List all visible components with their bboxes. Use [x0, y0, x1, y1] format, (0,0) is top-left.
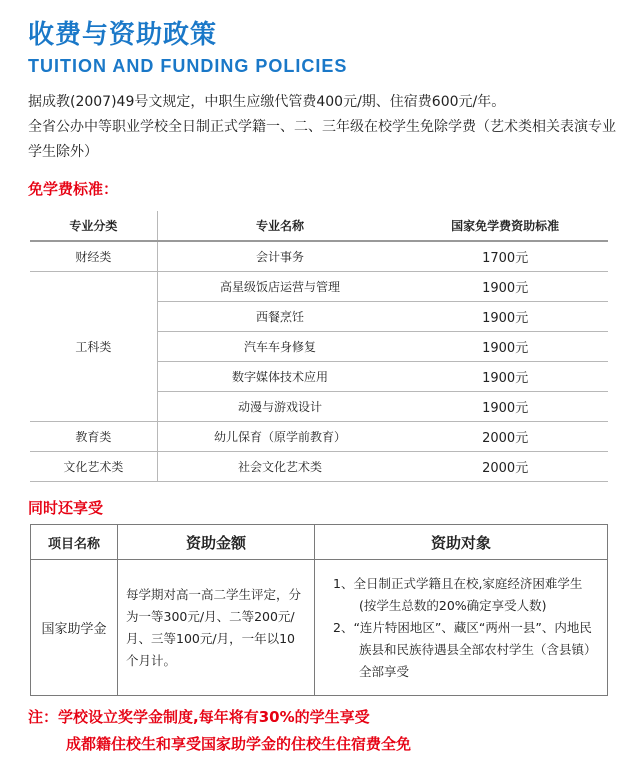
table-header-row [30, 211, 608, 241]
amount-cell: 1900元 [402, 332, 608, 362]
header-aid-amount: 资助金额 [118, 525, 315, 560]
table-row [30, 241, 608, 272]
amount-cell: 1900元 [402, 362, 608, 392]
major-cell: 社会文化艺术类 [157, 452, 402, 482]
aid-target-item-2: 2、“连片特困地区”、藏区“两州一县”、内地民族县和民族待遇县全部农村学生（含县镇）全部享受 [333, 619, 597, 679]
header-category: 专业分类 [30, 211, 157, 241]
major-cell: 动漫与游戏设计 [157, 392, 402, 422]
header-standard: 国家免学费资助标准 [402, 211, 608, 241]
category-cell: 教育类 [30, 422, 157, 452]
major-cell: 高星级饭店运营与管理 [157, 272, 402, 302]
page-title: 收费与资助政策 [28, 20, 218, 50]
major-cell: 西餐烹饪 [157, 302, 402, 332]
header-major: 专业名称 [157, 211, 402, 241]
category-cell: 工科类 [30, 272, 157, 422]
header-project-name: 项目名称 [31, 525, 118, 560]
tuition-section-label: 免学费标准： [28, 180, 119, 198]
amount-cell: 2000元 [402, 422, 608, 452]
intro-line-2: 全省公办中等职业学校全日制正式学籍一、二、三年级在校学生免除学费（艺术类相关表演专业学生除外） [28, 119, 616, 160]
aid-section-label: 同时还享受 [28, 499, 104, 517]
category-cell: 文化艺术类 [30, 452, 157, 482]
intro-text [28, 90, 628, 165]
aid-amount-cell: 每学期对高一高二学生评定，分为一等300元/月、二等200元/月、三等100元/月，一年以10个月计。 [118, 560, 315, 696]
table-header-row [31, 525, 608, 560]
footnote-line-2: 成都籍住校生和享受国家助学金的住校生住宿费全免 [66, 735, 412, 753]
major-cell: 数字媒体技术应用 [157, 362, 402, 392]
intro-line-1: 据成教(2007)49号文规定，中职生应缴代管费400元/期、住宿费600元/年。 [28, 94, 506, 110]
page-subtitle: TUITION AND FUNDING POLICIES [28, 56, 348, 76]
major-cell: 汽车车身修复 [157, 332, 402, 362]
aid-target-item-1: 1、全日制正式学籍且在校,家庭经济困难学生(按学生总数的20%确定享受人数) [333, 575, 583, 613]
amount-cell: 1900元 [402, 302, 608, 332]
table-row [30, 452, 608, 482]
project-name-cell: 国家助学金 [31, 560, 118, 696]
amount-cell: 2000元 [402, 452, 608, 482]
category-cell: 财经类 [30, 241, 157, 272]
table-row [30, 422, 608, 452]
amount-cell: 1900元 [402, 392, 608, 422]
table-row [30, 272, 608, 302]
aid-table [30, 524, 608, 696]
header-aid-target: 资助对象 [315, 525, 608, 560]
footnote-line-1: 注：学校设立奖学金制度,每年将有30%的学生享受 [28, 708, 370, 726]
table-row [31, 560, 608, 696]
tuition-table [30, 211, 608, 482]
major-cell: 幼儿保育（原学前教育） [157, 422, 402, 452]
amount-cell: 1900元 [402, 272, 608, 302]
amount-cell: 1700元 [402, 241, 608, 272]
major-cell: 会计事务 [157, 241, 402, 272]
footnote [28, 704, 628, 758]
aid-target-cell [315, 560, 608, 696]
